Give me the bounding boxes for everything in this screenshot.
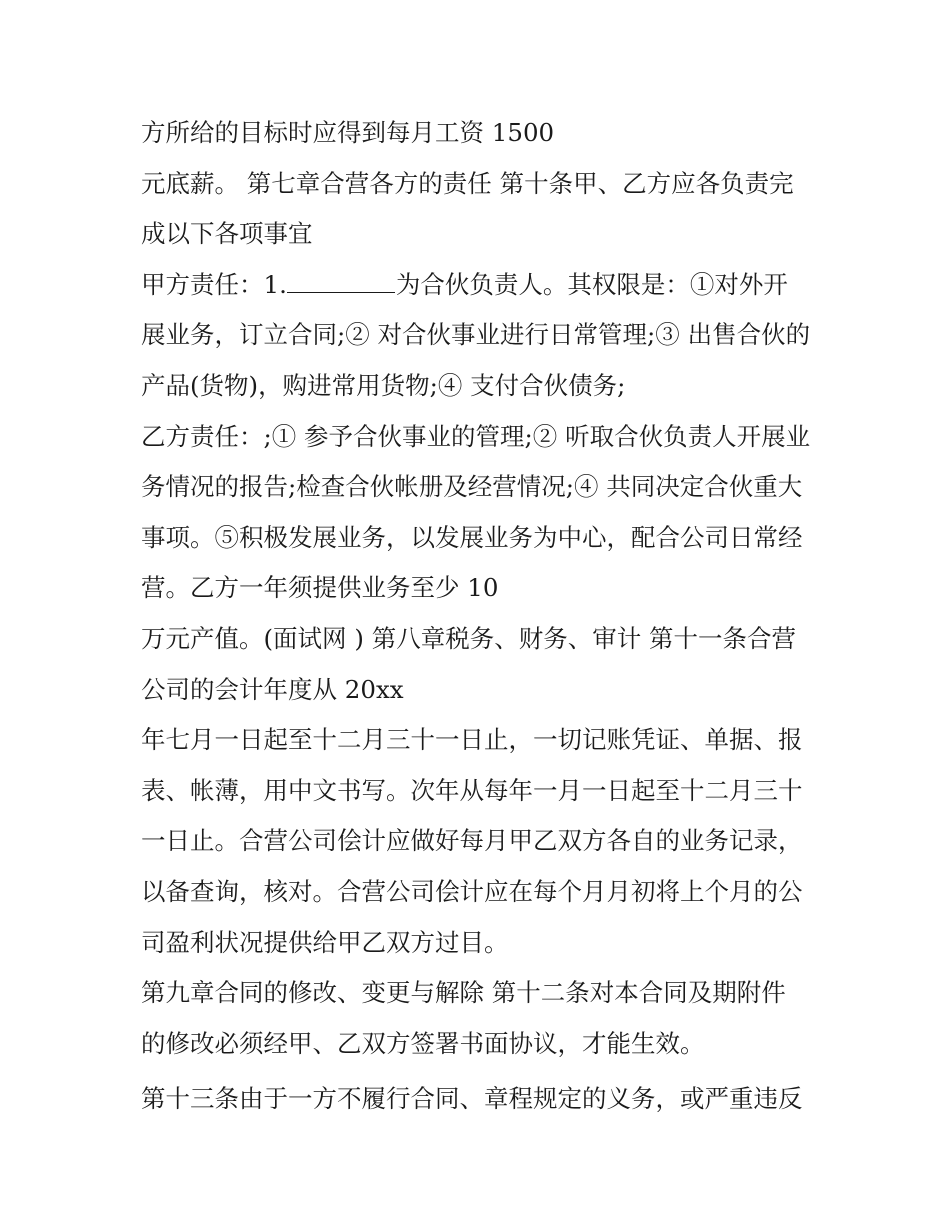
text-line: 司盈利状况提供给甲乙双方过目。 xyxy=(141,927,509,957)
text-line: 年七月一日起至十二月三十一日止，一切记账凭证、单据、报 xyxy=(141,725,803,755)
text-line: 的修改必须经甲、乙双方签署书面协议，才能生效。 xyxy=(141,1028,705,1058)
text-line: 公司的会计年度从 20xx xyxy=(141,674,404,704)
text-line-party-a-duties xyxy=(141,260,821,311)
text-line: 展业务，订立合同;② 对合伙事业进行日常管理;③ 出售合伙的 xyxy=(141,320,811,350)
text-line: 方所给的目标时应得到每月工资 1500 xyxy=(141,118,555,147)
signature-blank xyxy=(287,270,395,293)
text-line: 一日止。合营公司侩计应做好每月甲乙双方各自的业务记录， xyxy=(141,826,803,856)
text-line: 以备查询，核对。合营公司侩计应在每个月月初将上个月的公 xyxy=(141,876,803,906)
text-line: 乙方责任：;① 参予合伙事业的管理;② 听取合伙负责人开展业 xyxy=(141,421,811,451)
text-line: 产品(货物)，购进常用货物;④ 支付合伙债务; xyxy=(141,370,626,400)
text-line: 营。乙方一年须提供业务至少 10 xyxy=(141,573,499,603)
text-line: 元底薪。 第七章合营各方的责任 第十条甲、乙方应各负责完 xyxy=(141,168,794,198)
party-a-continuation: 为合伙负责人。其权限是：①对外开 xyxy=(395,269,788,299)
text-line: 第十三条由于一方不履行合同、章程规定的义务，或严重违反 xyxy=(141,1084,803,1114)
text-line: 表、帐薄，用中文书写。次年从每年一月一日起至十二月三十 xyxy=(141,775,803,805)
text-line: 务情况的报告;检查合伙帐册及经营情况;④ 共同决定合伙重大 xyxy=(141,472,803,502)
text-line: 第九章合同的修改、变更与解除 第十二条对本合同及期附件 xyxy=(141,978,786,1008)
text-line: 万元产值。(面试网 ) 第八章税务、财务、审计 第十一条合营 xyxy=(141,623,796,653)
text-line: 成以下各项事宜 xyxy=(141,219,313,249)
contract-body-text xyxy=(141,108,821,1125)
party-a-label: 甲方责任：1. xyxy=(141,269,287,299)
text-line: 事项。⑤积极发展业务，以发展业务为中心，配合公司日常经 xyxy=(141,522,803,552)
